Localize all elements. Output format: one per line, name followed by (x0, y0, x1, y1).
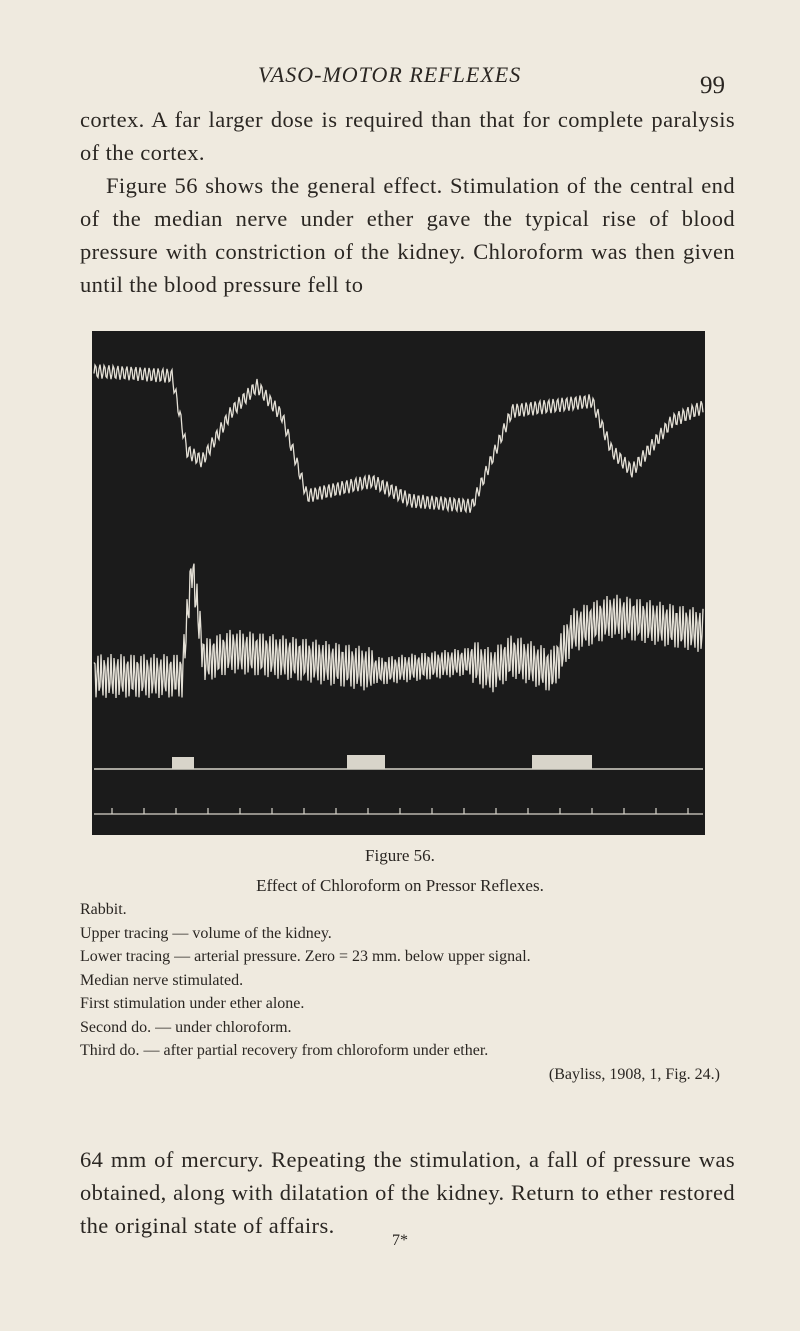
figure-label: Figure 56. (365, 846, 435, 865)
running-head (0, 62, 800, 99)
figure-citation: (Bayliss, 1908, 1, Fig. 24.) (548, 1065, 720, 1083)
figure-legend (80, 898, 720, 1086)
running-title: VASO-MOTOR REFLEXES (258, 62, 522, 87)
legend-line: Second do. — under chloroform. (80, 1018, 292, 1036)
legend-line: Median nerve stimulated. (80, 971, 244, 989)
legend-line: Upper tracing — volume of the kidney. (80, 924, 332, 942)
legend-line: Third do. — after partial recovery from chloroform under ether. (80, 1042, 489, 1059)
stimulus-mark-second (347, 755, 385, 769)
kidney-volume-trace (94, 365, 703, 513)
legend-line: First stimulation under ether alone. (80, 995, 305, 1012)
paragraph: Figure 56 shows the general effect. Stimulation of the central end of the median nerve under ether gave the typical rise of blood pressure with constriction of the kidney. Chloroform was then given until the blood pressure fell to (80, 173, 735, 297)
kymograph-tracing (92, 331, 705, 835)
figure-56-tracing (92, 331, 705, 835)
body-text-top (80, 103, 735, 301)
stimulus-mark-first (172, 757, 194, 769)
stimulus-mark-third (532, 755, 592, 769)
figure-title: Effect of Chloroform on Pressor Reflexes. (256, 876, 544, 895)
legend-line: Rabbit. (80, 901, 127, 918)
paragraph: cortex. A far larger dose is required than that for complete paralysis of the cortex. (80, 107, 735, 165)
paragraph: 64 mm of mercury. Repeating the stimulation, a fall of pressure was obtained, along with dilatation of the kidney. Return to ether restored the original state of affairs. (80, 1147, 735, 1238)
body-text-bottom (80, 1143, 735, 1242)
time-ticks (112, 808, 688, 814)
page-number: 99 (700, 72, 725, 99)
signature-mark: 7* (392, 1232, 408, 1249)
arterial-pressure-trace (94, 564, 703, 698)
legend-line: Lower tracing — arterial pressure. Zero = 23 mm. below upper signal. (80, 948, 531, 965)
